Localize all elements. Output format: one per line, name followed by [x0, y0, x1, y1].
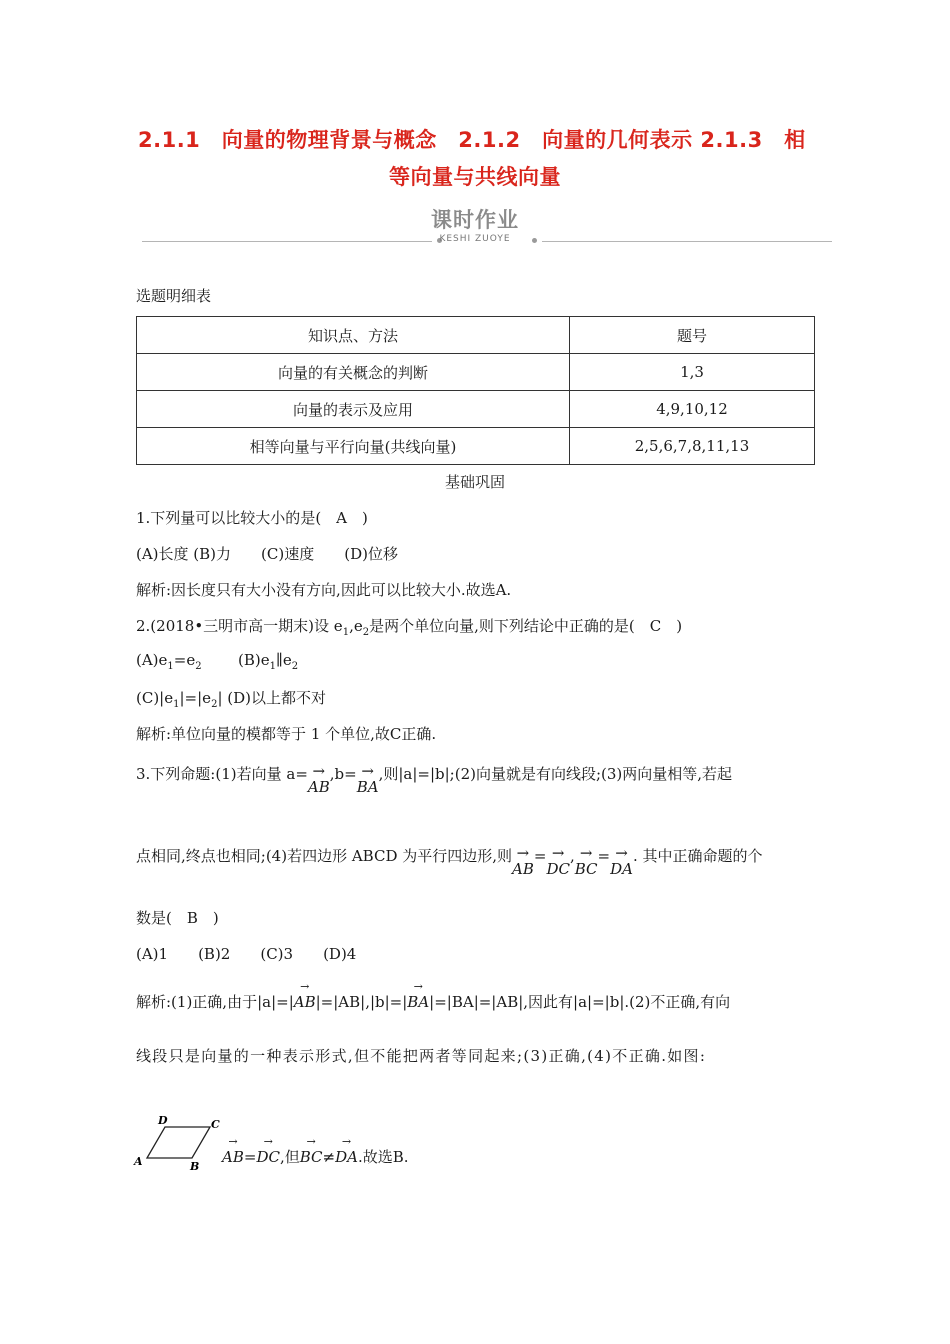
q2-stem-part: ,e [349, 617, 363, 635]
arrow-icon: → [263, 1135, 273, 1148]
title-line-1: 2.1.1 向量的物理背景与概念 2.1.2 向量的几何表示 2.1.3 相 [138, 128, 806, 152]
vector-ba [357, 763, 379, 795]
q2-option-b [238, 651, 298, 672]
arrow-icon: → [312, 762, 326, 780]
text-part: 3.下列命题:(1)若向量 a= [136, 765, 308, 783]
vector-dc [546, 845, 570, 877]
q2-option-c-d [136, 687, 326, 710]
vector-label: BC [299, 1148, 323, 1166]
banner-rule-right [542, 241, 832, 242]
vector-ab [222, 1135, 244, 1166]
banner-dot-right [532, 238, 537, 243]
option-part: ∥e [275, 651, 292, 669]
text-part: .故选B. [357, 1148, 409, 1166]
vector-da [610, 845, 633, 877]
section-heading: 基础巩固 [444, 473, 505, 491]
arrow-icon: → [300, 980, 310, 993]
table-cell: 相等向量与平行向量(共线向量) [137, 428, 570, 465]
text-part: . 其中正确命题的个 [632, 847, 763, 865]
vector-label: DC [256, 1148, 280, 1166]
option-part: |=|e [179, 689, 212, 707]
option-part: | (D)以上都不对 [217, 689, 326, 707]
table-header-cell: 题号 [570, 317, 815, 354]
q2-stem-part: 2.(2018•三明市高一期末)设 e [136, 617, 343, 635]
banner-subtitle: KESHI ZUOYE [439, 234, 511, 244]
arrow-icon: → [361, 762, 374, 780]
table-cell: 向量的有关概念的判断 [137, 354, 570, 391]
table-cell: 1,3 [570, 354, 815, 391]
q2-stem-part: 是两个单位向量,则下列结论中正确的是( C ) [369, 617, 683, 635]
vertex-label-d: D [158, 1114, 168, 1127]
table-row [137, 354, 815, 391]
subscript: 2 [211, 699, 218, 710]
equals-sign: = [243, 1148, 257, 1166]
vector-label: DA [610, 860, 633, 878]
option-part: (B)e [238, 651, 270, 669]
vector-label: AB [293, 993, 316, 1011]
vector-ab [308, 763, 330, 795]
banner-title: 课时作业 [431, 208, 519, 232]
not-equal-sign: ≠ [322, 1148, 336, 1166]
table-header-cell: 知识点、方法 [137, 317, 570, 354]
text-part: ,则|a|=|b|;(2)向量就是有向线段;(3)两向量相等,若起 [378, 765, 733, 783]
table-row [137, 391, 815, 428]
equals-sign: = [533, 847, 547, 865]
arrow-icon: → [413, 980, 423, 993]
figure-caption [222, 1135, 409, 1167]
arrow-icon: → [615, 844, 628, 862]
table-row [137, 428, 815, 465]
subscript: 2 [362, 627, 370, 638]
subscript: 2 [291, 661, 299, 672]
arrow-icon: → [516, 844, 530, 862]
vector-ab [512, 845, 534, 877]
q2-stem [136, 615, 682, 638]
vertex-label-b: B [190, 1160, 200, 1172]
table-cell: 4,9,10,12 [570, 391, 815, 428]
q3-analysis-line1 [136, 980, 731, 1012]
vector-bc [575, 845, 598, 877]
q3-analysis-line2: 线段只是向量的一种表示形式,但不能把两者等同起来;(3)正确,(4)不正确.如图: [136, 1047, 707, 1065]
vector-label: AB [512, 860, 534, 878]
vector-label: BA [407, 993, 430, 1011]
q3-stem-line1 [136, 763, 732, 795]
vector-label: DC [546, 860, 570, 878]
table-caption: 选题明细表 [136, 287, 212, 305]
text-part: 解析:(1)正确,由于|a|=| [136, 993, 294, 1011]
option-part: (C)|e [136, 689, 174, 707]
vector-label: AB [307, 778, 330, 796]
arrow-icon: → [306, 1135, 316, 1148]
q1-analysis: 解析:因长度只有大小没有方向,因此可以比较大小.故选A. [136, 581, 512, 599]
vector-label: AB [222, 1148, 244, 1166]
q3-stem-line2 [136, 845, 763, 877]
equals-sign: = [597, 847, 611, 865]
subscript: 1 [269, 661, 276, 672]
q1-options: (A)长度 (B)力 (C)速度 (D)位移 [136, 545, 398, 563]
q2-option-a [136, 651, 202, 672]
table-cell: 向量的表示及应用 [137, 391, 570, 428]
vector-dc [256, 1135, 280, 1166]
vector-bc [299, 1135, 323, 1166]
parallelogram-shape [147, 1127, 210, 1158]
vector-label: BC [574, 860, 598, 878]
arrow-icon: → [551, 844, 565, 862]
table-header-row [137, 317, 815, 354]
table-cell: 2,5,6,7,8,11,13 [570, 428, 815, 465]
vertex-label-a: A [134, 1155, 143, 1168]
vector-ba [407, 980, 430, 1011]
subscript: 1 [342, 627, 350, 638]
text-part: ,但 [279, 1148, 300, 1166]
subscript: 1 [167, 661, 174, 672]
option-part: =e [173, 651, 196, 669]
arrow-icon: → [228, 1135, 238, 1148]
q3-options: (A)1 (B)2 (C)3 (D)4 [136, 945, 357, 963]
topic-table [136, 316, 815, 465]
text-part: |=|AB|,|b|=| [315, 993, 408, 1011]
q1-stem: 1.下列量可以比较大小的是( A ) [136, 509, 368, 527]
q2-analysis: 解析:单位向量的模都等于 1 个单位,故C正确. [136, 725, 437, 743]
arrow-icon: → [579, 844, 593, 862]
vector-label: DA [335, 1148, 358, 1166]
title-line-2: 等向量与共线向量 [389, 165, 561, 189]
option-part: (A)e [136, 651, 168, 669]
vector-ab [293, 980, 316, 1011]
subscript: 2 [195, 661, 202, 672]
text-part: 点相同,终点也相同;(4)若四边形 ABCD 为平行四边形,则 [136, 847, 513, 865]
text-part: |=|BA|=|AB|,因此有|a|=|b|.(2)不正确,有向 [429, 993, 731, 1011]
vector-da [335, 1135, 358, 1166]
comma: , [569, 847, 575, 865]
parallelogram-figure [130, 1110, 220, 1172]
vertex-label-c: C [211, 1118, 220, 1131]
vector-label: BA [356, 778, 379, 796]
q3-stem-line3: 数是( B ) [136, 909, 219, 927]
arrow-icon: → [341, 1135, 352, 1148]
subscript: 1 [173, 699, 180, 710]
text-part: ,b= [329, 765, 357, 783]
